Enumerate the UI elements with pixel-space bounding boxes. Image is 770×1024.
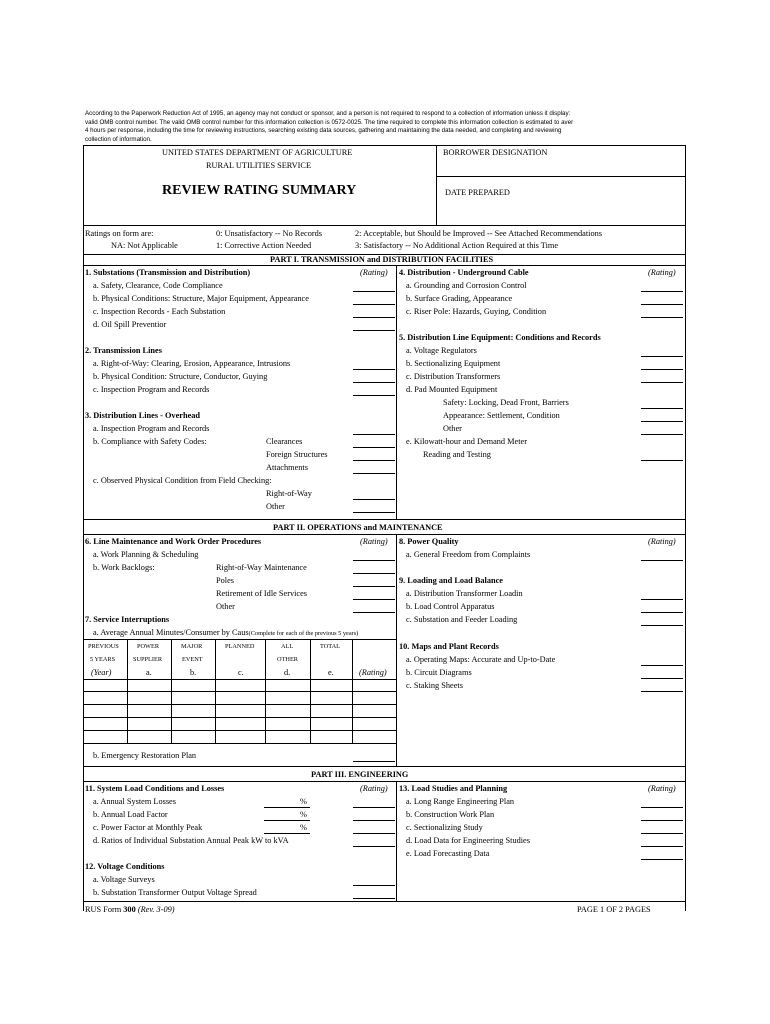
table-line — [127, 639, 128, 743]
section-5-title: 5. Distribution Line Equipment: Conditions and Records — [399, 333, 601, 342]
page-title: REVIEW RATING SUMMARY — [162, 183, 357, 198]
table-line — [171, 639, 172, 743]
item-1b: b. Physical Conditions: Structure, Major Equipment, Appearance — [93, 294, 309, 303]
item-3b-clearances: Clearances — [266, 437, 303, 446]
rating-field-13e[interactable] — [641, 859, 683, 860]
item-5d-other: Other — [443, 424, 462, 433]
item-7a-label: a. Average Annual Minutes/Consumer by Caus — [93, 628, 249, 637]
item-1d: d. Oil Spill Preventior — [93, 320, 167, 329]
rating-header: (Rating) — [360, 268, 388, 277]
table-line — [83, 639, 396, 640]
rating-field-5d1[interactable] — [641, 408, 683, 409]
item-3b-foreign: Foreign Structures — [266, 450, 328, 459]
section-1-title: 1. Substations (Transmission and Distribution) — [85, 268, 251, 277]
item-5d-appearance: Appearance: Settlement, Condition — [443, 411, 560, 420]
item-11d: d. Ratios of Individual Substation Annual Peak kW to kVA — [93, 836, 289, 845]
table-header: MAJOR — [181, 643, 203, 650]
rating-header: (Rating) — [648, 537, 676, 546]
item-13a: a. Long Range Engineering Plan — [406, 797, 515, 806]
rating-field-4b[interactable] — [641, 304, 683, 305]
item-2c: c. Inspection Program and Records — [93, 385, 210, 394]
table-header: EVENT — [182, 656, 203, 663]
page-indicator: PAGE 1 OF 2 PAGES — [577, 905, 651, 914]
form-rev: (Rev. 3-09) — [137, 905, 175, 914]
item-5a: a. Voltage Regulators — [406, 346, 477, 355]
rating-field-9b[interactable] — [641, 612, 683, 613]
item-6b-row: Right-of-Way Maintenance — [216, 563, 307, 572]
notice-line: According to the Paperwork Reduction Act of 1995, an agency may not conduct or sponsor, and a person is not required to respond to a collection of information unless it display: — [85, 110, 571, 117]
rating-field-6b3[interactable] — [353, 599, 395, 600]
item-7a — [93, 628, 358, 637]
table-header: PLANNED — [225, 643, 255, 650]
table-line — [265, 639, 266, 743]
rating-field-5c[interactable] — [641, 382, 683, 383]
item-11c: c. Power Factor at Monthly Peak — [93, 823, 203, 832]
table-header: PREVIOUS — [88, 643, 119, 650]
table-header: d. — [284, 668, 291, 677]
rating-field-5e[interactable] — [641, 460, 683, 461]
table-header: ALL — [281, 643, 294, 650]
table-line — [83, 691, 396, 692]
paperwork-notice — [85, 110, 685, 144]
rating-field-3b2[interactable] — [353, 460, 395, 461]
table-header: OTHER — [277, 656, 298, 663]
rating-1: 1: Corrective Action Needed — [216, 241, 312, 250]
item-4a: a. Grounding and Corrosion Control — [406, 281, 527, 290]
notice-line: 4 hours per response, including the time for reviewing instructions, searching existing data sources, gathering and maintaining the data needed, and completing and reviewing — [85, 127, 562, 135]
item-9c: c. Substation and Feeder Loading — [406, 615, 518, 624]
rating-field-6b4[interactable] — [353, 612, 395, 613]
item-5e: e. Kilowatt-hour and Demand Meter — [406, 437, 527, 446]
item-5d-safety: Safety: Locking, Dead Front, Barriers — [443, 398, 569, 407]
section-2-title: 2. Transmission Lines — [85, 346, 162, 355]
section-3-title: 3. Distribution Lines - Overhead — [85, 411, 201, 420]
form-num: 300 — [123, 905, 136, 914]
item-5b: b. Sectionalizing Equipment — [406, 359, 501, 368]
rating-2: 2: Acceptable, but Should be Improved -- See Attached Recommendations — [355, 229, 602, 238]
rating-header: (Rating) — [360, 537, 388, 546]
rating-field-11a[interactable] — [353, 807, 395, 808]
percent-sign: % — [300, 797, 307, 806]
item-3b-attachments: Attachments — [266, 463, 308, 472]
rating-field-2b[interactable] — [353, 382, 395, 383]
table-line — [83, 704, 396, 705]
rating-0: 0: Unsatisfactory -- No Records — [216, 229, 322, 238]
rating-field-2c[interactable] — [353, 395, 395, 396]
frame-line — [396, 534, 397, 766]
rating-field-3a[interactable] — [353, 434, 395, 435]
item-3c-other: Other — [266, 502, 285, 511]
value-field-11c[interactable] — [264, 833, 310, 834]
table-header: 5 YEARS — [90, 656, 116, 663]
rating-field-3c2[interactable] — [353, 512, 395, 513]
rating-field-2a[interactable] — [353, 369, 395, 370]
frame-line — [83, 781, 686, 782]
table-header: e. — [328, 668, 334, 677]
item-11b: b. Annual Load Factor — [93, 810, 168, 819]
item-6a: a. Work Planning & Scheduling — [93, 550, 199, 559]
item-7a-note: (Complete for each of the previous 5 years) — [248, 630, 359, 637]
rating-header: (Rating) — [648, 784, 676, 793]
rating-field-9a[interactable] — [641, 599, 683, 600]
item-10b: b. Circuit Diagrams — [406, 668, 472, 677]
section-8-title: 8. Power Quality — [399, 537, 459, 546]
table-header: SUPPLIER — [133, 656, 163, 663]
table-line — [352, 639, 353, 743]
table-header: POWER — [137, 643, 160, 650]
item-3c-row: Right-of-Way — [266, 489, 312, 498]
item-6b: b. Work Backlogs: — [93, 563, 155, 572]
table-line — [310, 639, 311, 743]
rating-field-5d3[interactable] — [641, 434, 683, 435]
item-3b: b. Compliance with Safety Codes: — [93, 437, 207, 446]
table-header: (Year) — [91, 668, 112, 677]
frame-line — [83, 145, 84, 911]
rating-field-7b[interactable] — [353, 761, 395, 762]
section-4-title: 4. Distribution - Underground Cable — [399, 268, 529, 277]
ratings-label: Ratings on form are: — [85, 229, 154, 238]
agency-name: UNITED STATES DEPARTMENT OF AGRICULTURE — [162, 148, 353, 157]
item-2a: a. Right-of-Way: Clearing, Erosion, Appearance, Intrusions — [93, 359, 291, 368]
frame-line — [83, 519, 686, 520]
item-3c: c. Observed Physical Condition from Field Checking: — [93, 476, 272, 485]
section-13-title: 13. Load Studies and Planning — [399, 784, 508, 793]
item-4b: b. Surface Grading, Appearance — [406, 294, 513, 303]
item-9a: a. Distribution Transformer Loadin — [406, 589, 523, 598]
rating-field-13a[interactable] — [641, 807, 683, 808]
frame-line — [83, 265, 686, 266]
rating-field-5a[interactable] — [641, 356, 683, 357]
rating-field-10b[interactable] — [641, 678, 683, 679]
item-9b: b. Load Control Apparatus — [406, 602, 495, 611]
form-number — [85, 905, 175, 914]
table-line — [83, 730, 396, 731]
value-field-11a[interactable] — [264, 807, 310, 808]
rating-field-5b[interactable] — [641, 369, 683, 370]
section-12-title: 12. Voltage Conditions — [85, 862, 165, 871]
rating-field-4a[interactable] — [641, 291, 683, 292]
frame-line — [436, 145, 437, 225]
rating-field-5d2[interactable] — [641, 421, 683, 422]
item-5d: d. Pad Mounted Equipment — [406, 385, 498, 394]
rating-field-8a[interactable] — [641, 560, 683, 561]
section-6-title: 6. Line Maintenance and Work Order Procedures — [85, 537, 262, 546]
item-10a: a. Operating Maps: Accurate and Up-to-Date — [406, 655, 556, 664]
frame-line — [436, 176, 686, 177]
rating-field-11c[interactable] — [353, 833, 395, 834]
frame-line — [83, 901, 686, 902]
section-9-title: 9. Loading and Load Balance — [399, 576, 503, 585]
part1-title: PART I. TRANSMISSION and DISTRIBUTION FACILITIES — [270, 255, 494, 264]
part2-title: PART II. OPERATIONS and MAINTENANCE — [273, 523, 443, 532]
table-line — [83, 679, 396, 680]
rating-field-4c[interactable] — [641, 317, 683, 318]
table-line — [215, 639, 216, 743]
rating-field-6b1[interactable] — [353, 573, 395, 574]
rating-field-10c[interactable] — [641, 691, 683, 692]
frame-line — [83, 145, 686, 146]
item-3a: a. Inspection Program and Records — [93, 424, 210, 433]
form-prefix: RUS Form — [85, 905, 122, 914]
section-7-title: 7. Service Interruptions — [85, 615, 170, 624]
notice-line: collection of information. — [85, 135, 152, 143]
date-prepared-label: DATE PREPARED — [445, 188, 510, 197]
rating-field-10a[interactable] — [641, 665, 683, 666]
value-field-11b[interactable] — [264, 820, 310, 821]
rating-header: (Rating) — [360, 784, 388, 793]
notice-line: valid OMB control number. The valid OMB control number for this information collection is 0572-0025. The time required to complete this information collection is estimated to aver — [85, 118, 574, 126]
section-11-title: 11. System Load Conditions and Losses — [85, 784, 225, 793]
rating-na: NA: Not Applicable — [111, 241, 178, 250]
rating-field-3c1[interactable] — [353, 499, 395, 500]
rating-field-1c[interactable] — [353, 317, 395, 318]
rating-field-13d[interactable] — [641, 846, 683, 847]
frame-line — [396, 781, 397, 901]
item-6b-retirement: Retirement of Idle Services — [216, 589, 308, 598]
rating-field-1a[interactable] — [353, 291, 395, 292]
rating-field-12b[interactable] — [353, 898, 395, 899]
percent-sign: % — [300, 823, 307, 832]
borrower-designation-field[interactable] — [440, 160, 680, 174]
rating-field-6a[interactable] — [353, 560, 395, 561]
date-prepared-field[interactable] — [520, 184, 680, 220]
rating-field-1b[interactable] — [353, 304, 395, 305]
table-header: b. — [190, 668, 197, 677]
frame-line — [83, 766, 686, 767]
item-10c: c. Staking Sheets — [406, 681, 463, 690]
item-2b: b. Physical Condition: Structure, Conductor, Guying — [93, 372, 268, 381]
item-12a: a. Voltage Surveys — [93, 875, 155, 884]
rating-field-6b2[interactable] — [353, 586, 395, 587]
rating-header: (Rating) — [648, 268, 676, 277]
item-8a: a. General Freedom from Complaints — [406, 550, 531, 559]
percent-sign: % — [300, 810, 307, 819]
item-1c: c. Inspection Records - Each Substation — [93, 307, 226, 316]
service-name: RURAL UTILITIES SERVICE — [206, 161, 312, 170]
item-12b: b. Substation Transformer Output Voltage Spread — [93, 888, 257, 897]
table-line — [83, 717, 396, 718]
item-5c: c. Distribution Transformers — [406, 372, 501, 381]
rating-field-13b[interactable] — [641, 820, 683, 821]
item-13c: c. Sectionalizing Study — [406, 823, 483, 832]
item-7b: b. Emergency Restoration Plan — [93, 751, 197, 760]
rating-field-11b[interactable] — [353, 820, 395, 821]
table-header: a. — [146, 668, 152, 677]
rating-field-12a[interactable] — [353, 885, 395, 886]
table-header: (Rating) — [359, 668, 387, 677]
item-4c: c. Riser Pole: Hazards, Guying, Condition — [406, 307, 547, 316]
frame-line — [83, 534, 686, 535]
item-11a: a. Annual System Losses — [93, 797, 176, 806]
borrower-designation-label: BORROWER DESIGNATION — [443, 148, 548, 157]
item-13e: e. Load Forecasting Data — [406, 849, 490, 858]
table-line — [83, 743, 396, 744]
item-6b-other: Other — [216, 602, 235, 611]
rating-field-9c[interactable] — [641, 625, 683, 626]
frame-line — [396, 265, 397, 519]
item-1a: a. Safety, Clearance, Code Compliance — [93, 281, 223, 290]
rating-field-13c[interactable] — [641, 833, 683, 834]
item-13b: b. Construction Work Plan — [406, 810, 495, 819]
item-13d: d. Load Data for Engineering Studies — [406, 836, 530, 845]
frame-line — [83, 225, 686, 226]
rating-field-3b1[interactable] — [353, 447, 395, 448]
part3-title: PART III. ENGINEERING — [311, 770, 409, 779]
table-header: TOTAL — [320, 643, 341, 650]
rating-field-1d[interactable] — [353, 330, 395, 331]
frame-line — [685, 145, 686, 911]
section-10-title: 10. Maps and Plant Records — [399, 642, 499, 651]
item-5e-reading: Reading and Testing — [423, 450, 491, 459]
rating-field-3b3[interactable] — [353, 473, 395, 474]
item-6b-poles: Poles — [216, 576, 234, 585]
rating-3: 3: Satisfactory -- No Additional Action Required at this Time — [355, 241, 559, 250]
rating-field-11d[interactable] — [353, 846, 395, 847]
table-header: c. — [238, 668, 244, 677]
